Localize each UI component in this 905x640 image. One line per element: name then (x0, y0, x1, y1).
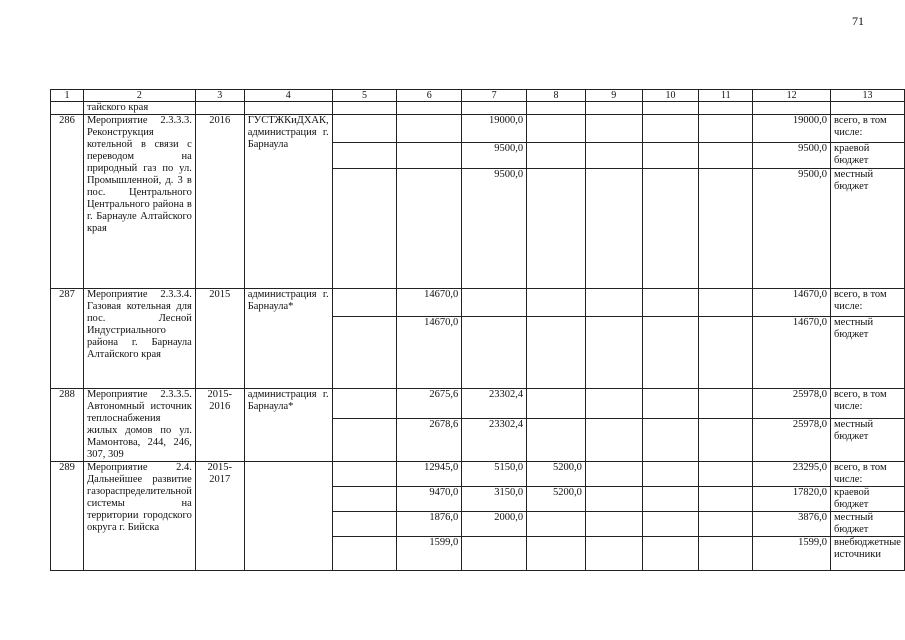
funding-source: краевой бюджет (830, 487, 904, 512)
amount-cell (585, 487, 642, 512)
event-description: Мероприятие 2.4. Дальнейшее развитие газораспределительной системы на территории городского округа г. Бийска (83, 462, 195, 571)
page-number: 71 (852, 14, 864, 28)
funding-source: всего, в том числе: (830, 115, 904, 143)
amount-cell (642, 487, 699, 512)
amount-cell: 9500,0 (462, 143, 527, 169)
amount-cell: 5150,0 (462, 462, 527, 487)
amount-cell (585, 317, 642, 389)
implementation-years: 2015-2016 (195, 389, 244, 462)
amount-cell: 3876,0 (753, 512, 831, 537)
amount-cell: 14670,0 (753, 289, 831, 317)
cell (244, 102, 332, 115)
amount-cell (332, 512, 397, 537)
cell (195, 102, 244, 115)
amount-cell: 14670,0 (397, 317, 462, 389)
amount-cell: 19000,0 (462, 115, 527, 143)
col-header: 13 (830, 90, 904, 102)
amount-cell (699, 389, 753, 419)
table-row (51, 115, 905, 143)
col-header: 12 (753, 90, 831, 102)
col-header: 10 (642, 90, 699, 102)
amount-cell (585, 143, 642, 169)
amount-cell (527, 419, 586, 462)
cell (332, 102, 397, 115)
amount-cell (642, 169, 699, 289)
amount-cell (699, 487, 753, 512)
amount-cell: 5200,0 (527, 462, 586, 487)
table-row (51, 289, 905, 317)
amount-cell (585, 169, 642, 289)
amount-cell (642, 389, 699, 419)
funding-source: всего, в том числе: (830, 462, 904, 487)
amount-cell (585, 289, 642, 317)
col-header: 7 (462, 90, 527, 102)
implementation-years: 2016 (195, 115, 244, 289)
continued-text: тайского края (83, 102, 195, 115)
amount-cell (332, 462, 397, 487)
amount-cell: 25978,0 (753, 419, 831, 462)
table-row (51, 389, 905, 419)
funding-source: местный бюджет (830, 512, 904, 537)
implementation-years: 2015-2017 (195, 462, 244, 571)
col-header: 11 (699, 90, 753, 102)
amount-cell: 3150,0 (462, 487, 527, 512)
executor: администрация г. Барнаула* (244, 289, 332, 389)
cell (699, 102, 753, 115)
amount-cell: 1599,0 (753, 537, 831, 571)
col-header: 8 (527, 90, 586, 102)
cell (642, 102, 699, 115)
amount-cell (527, 512, 586, 537)
cell (830, 102, 904, 115)
amount-cell (642, 537, 699, 571)
row-number: 287 (51, 289, 84, 389)
amount-cell: 9500,0 (753, 169, 831, 289)
amount-cell: 5200,0 (527, 487, 586, 512)
amount-cell: 2000,0 (462, 512, 527, 537)
amount-cell: 9470,0 (397, 487, 462, 512)
cell (51, 102, 84, 115)
amount-cell (462, 317, 527, 389)
col-header: 2 (83, 90, 195, 102)
header-row (51, 90, 905, 102)
continued-row (51, 102, 905, 115)
cell (462, 102, 527, 115)
amount-cell (642, 512, 699, 537)
amount-cell: 1876,0 (397, 512, 462, 537)
amount-cell (585, 512, 642, 537)
amount-cell (332, 169, 397, 289)
table-row (51, 462, 905, 487)
amount-cell (699, 115, 753, 143)
event-description: Мероприятие 2.3.3.3. Реконструкция котельной в связи с переводом на природный газ по ул. Промышленной, д. 3 в пос. Центрального Центрального района в г. Барнауле Алтайского края (83, 115, 195, 289)
funding-source: местный бюджет (830, 419, 904, 462)
amount-cell (527, 537, 586, 571)
funding-source: всего, в том числе: (830, 289, 904, 317)
amount-cell (332, 487, 397, 512)
amount-cell: 12945,0 (397, 462, 462, 487)
event-description: Мероприятие 2.3.3.4. Газовая котельная для пос. Лесной Индустриального района г. Барнаула Алтайского края (83, 289, 195, 389)
amount-cell (699, 537, 753, 571)
amount-cell (642, 317, 699, 389)
amount-cell: 2678,6 (397, 419, 462, 462)
cell (527, 102, 586, 115)
amount-cell: 14670,0 (753, 317, 831, 389)
amount-cell (585, 419, 642, 462)
amount-cell (699, 289, 753, 317)
amount-cell (699, 462, 753, 487)
amount-cell: 9500,0 (462, 169, 527, 289)
amount-cell (332, 289, 397, 317)
executor: ГУСТЖКиДХАК, администрация г. Барнаула (244, 115, 332, 289)
executor: администрация г. Барнаула* (244, 389, 332, 462)
amount-cell (462, 289, 527, 317)
amount-cell: 19000,0 (753, 115, 831, 143)
amount-cell (527, 143, 586, 169)
amount-cell (527, 289, 586, 317)
amount-cell (699, 169, 753, 289)
row-number: 289 (51, 462, 84, 571)
col-header: 6 (397, 90, 462, 102)
amount-cell (642, 289, 699, 317)
col-header: 9 (585, 90, 642, 102)
amount-cell (699, 317, 753, 389)
amount-cell: 14670,0 (397, 289, 462, 317)
amount-cell (585, 389, 642, 419)
amount-cell (585, 115, 642, 143)
row-number: 286 (51, 115, 84, 289)
amount-cell (332, 115, 397, 143)
funding-source: всего, в том числе: (830, 389, 904, 419)
funding-source: краевой бюджет (830, 143, 904, 169)
amount-cell: 25978,0 (753, 389, 831, 419)
amount-cell (699, 143, 753, 169)
amount-cell (642, 419, 699, 462)
executor (244, 462, 332, 571)
amount-cell (527, 317, 586, 389)
amount-cell (332, 389, 397, 419)
amount-cell (642, 462, 699, 487)
col-header: 4 (244, 90, 332, 102)
amount-cell: 23295,0 (753, 462, 831, 487)
amount-cell (699, 419, 753, 462)
amount-cell (397, 143, 462, 169)
amount-cell (332, 419, 397, 462)
amount-cell (332, 537, 397, 571)
funding-source: местный бюджет (830, 317, 904, 389)
cell (397, 102, 462, 115)
amount-cell (332, 143, 397, 169)
amount-cell: 1599,0 (397, 537, 462, 571)
amount-cell: 17820,0 (753, 487, 831, 512)
implementation-years: 2015 (195, 289, 244, 389)
amount-cell (462, 537, 527, 571)
amount-cell (642, 143, 699, 169)
amount-cell: 23302,4 (462, 419, 527, 462)
cell (753, 102, 831, 115)
budget-table (50, 89, 905, 571)
amount-cell: 9500,0 (753, 143, 831, 169)
funding-source: внебюджетные источники (830, 537, 904, 571)
cell (585, 102, 642, 115)
funding-source: местный бюджет (830, 169, 904, 289)
col-header: 1 (51, 90, 84, 102)
amount-cell (332, 317, 397, 389)
amount-cell (397, 169, 462, 289)
row-number: 288 (51, 389, 84, 462)
amount-cell: 23302,4 (462, 389, 527, 419)
col-header: 3 (195, 90, 244, 102)
amount-cell (699, 512, 753, 537)
event-description: Мероприятие 2.3.3.5. Автономный источник теплоснабжения жилых домов по ул. Мамонтова, 244, 246, 307, 309 (83, 389, 195, 462)
amount-cell (642, 115, 699, 143)
amount-cell (527, 169, 586, 289)
amount-cell (397, 115, 462, 143)
amount-cell (585, 462, 642, 487)
col-header: 5 (332, 90, 397, 102)
amount-cell (585, 537, 642, 571)
amount-cell (527, 115, 586, 143)
amount-cell: 2675,6 (397, 389, 462, 419)
amount-cell (527, 389, 586, 419)
